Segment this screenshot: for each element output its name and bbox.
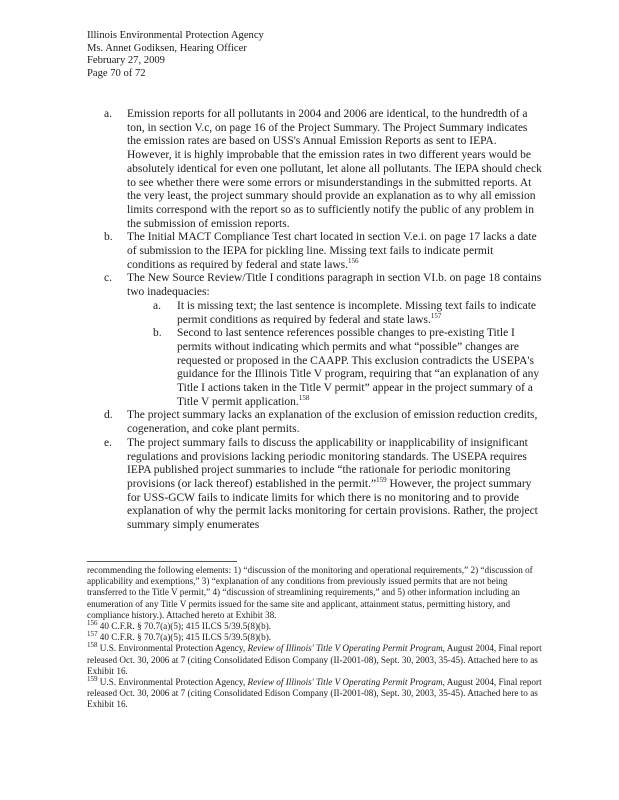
sub-item-a — [153, 300, 544, 327]
header-agency: Illinois Environmental Protection Agency — [87, 30, 264, 41]
footnote-ref: 156 — [347, 256, 359, 265]
header-officer: Ms. Annet Godiksen, Hearing Officer — [87, 42, 247, 54]
footnote-157: $^{157}$ 40 C.F.R. § 70.7(a)(5); 415 ILCS 5/39.5(8)(b). — [87, 630, 272, 643]
item-text-continued: However, the project summary for USS-GCW fails to indicate limits for which there is no monitoring and to provide explanation of why the permit lacks monitoring for certain provisions. Rather, the project summary simply enumerates — [127, 477, 538, 532]
sub-item-marker: b. — [153, 327, 162, 340]
list-item-a — [104, 108, 544, 231]
item-text: The New Source Review/Title I conditions paragraph in section VI.b. on page 18 contains two inadequacies: — [127, 272, 542, 299]
item-marker: c. — [104, 272, 112, 285]
footnote-ref: 158 — [298, 393, 310, 402]
sub-item-text: It is missing text; the last sentence is incomplete. Missing text fails to indicate permit conditions as required by federal and state laws. — [177, 299, 536, 326]
sub-item-text: Second to last sentence references possible changes to pre-existing Title I permits without indicating which permits and what “possible” changes are requested or proposed in the CAAPP. This exclusion contradicts the USEPA's guidance for the Illinois Title V program, requiring that “an explanation of any Title I actions taken in the Title V permit” appear in the project summary of a Title V permit application. — [177, 327, 540, 408]
footnote-continuation: recommending the following elements: 1) “discussion of the monitoring and operational requirements,” 2) “discussion of applicability and exemptions,” 3) “explanation of any conditions from previously issued permits that are not being transferred to the Title V permit,” 4) “discussion of streamlining requirements,” and 5) other information including an enumeration of any Title V permits issued for the same site and applicant, attainment status, permitting history, and compliance history.). Attached hereto at Exhibit 38. — [87, 565, 533, 620]
header-page-number: Page 70 of 72 — [87, 67, 146, 79]
list-item-d — [104, 409, 544, 436]
item-marker: e. — [104, 436, 112, 449]
footnote-159: $^{159}$ U.S. Environmental Protection Agency, Review of Illinois' Title V Operating Permit Program, August 2004, Final report released Oct. 30, 2006 at 7 (citing Consolidated Edison Company (II-2001-08), Sept. 30, 2003, 35-45). Attached here to as Exhibit 16. — [87, 674, 542, 710]
footnote-ref: 157 — [430, 311, 442, 320]
list-item-c — [104, 272, 544, 409]
item-marker: a. — [104, 108, 112, 120]
list-item-b — [104, 231, 544, 272]
sub-item-marker: a. — [153, 299, 161, 312]
footnote-158: $^{158}$ U.S. Environmental Protection Agency, Review of Illinois' Title V Operating Permit Program, August 2004, Final report released Oct. 30, 2006 at 7 (citing Consolidated Edison Company (II-2001-08), Sept. 30, 2003, 35-45). Attached here to as Exhibit 16. — [87, 641, 542, 676]
footnote-ref: 159 — [376, 476, 387, 485]
sub-item-b — [153, 327, 544, 409]
letter-header — [87, 30, 264, 80]
item-text: The project summary lacks an explanation of the exclusion of emission reduction credits, cogeneration, and coke plant permits. — [127, 409, 538, 436]
item-text: Emission reports for all pollutants in 2004 and 2006 are identical, to the hundredth of a ton, in section V.c, on page 16 of the Project Summary. The Project Summary indicates the emission rates are based on USS's Annual Emission Reports as sent to IEPA. However, it is highly improbable that the emission rates in two different years would be absolutely identical for even one pollutant, let alone all pollutants. The IEPA should check to see whether there were some errors or misunderstandings in the submitted reports. At the very least, the project summary should provide an explanation as to why all emission limits correspond with the report so as to sufficiently notify the public of any problem in the submission of emission reports. — [127, 108, 542, 230]
footnotes — [87, 565, 547, 711]
footnote-156: $^{156}$ 40 C.F.R. § 70.7(a)(5); 415 ILCS 5/39.5(8)(b). — [87, 618, 272, 632]
item-marker: b. — [104, 231, 113, 244]
footnote-divider — [87, 561, 237, 562]
item-text: The Initial MACT Compliance Test chart located in section V.e.i. on page 17 lacks a date of submission to the IEPA for pickling line. Missing text fails to indicate permit conditions as required by federal and state laws. — [127, 231, 537, 271]
list-item-e — [104, 437, 544, 533]
item-text: The project summary fails to discuss the applicability or inapplicability of insignificant regulations and provisions lacking periodic monitoring standards. The USEPA requires IEPA published project summaries to include “the rationale for periodic monitoring provisions (or lack thereof) established in the permit.” — [127, 436, 528, 490]
comment-list — [104, 108, 544, 533]
item-marker: d. — [104, 409, 113, 422]
header-date: February 27, 2009 — [87, 55, 165, 67]
